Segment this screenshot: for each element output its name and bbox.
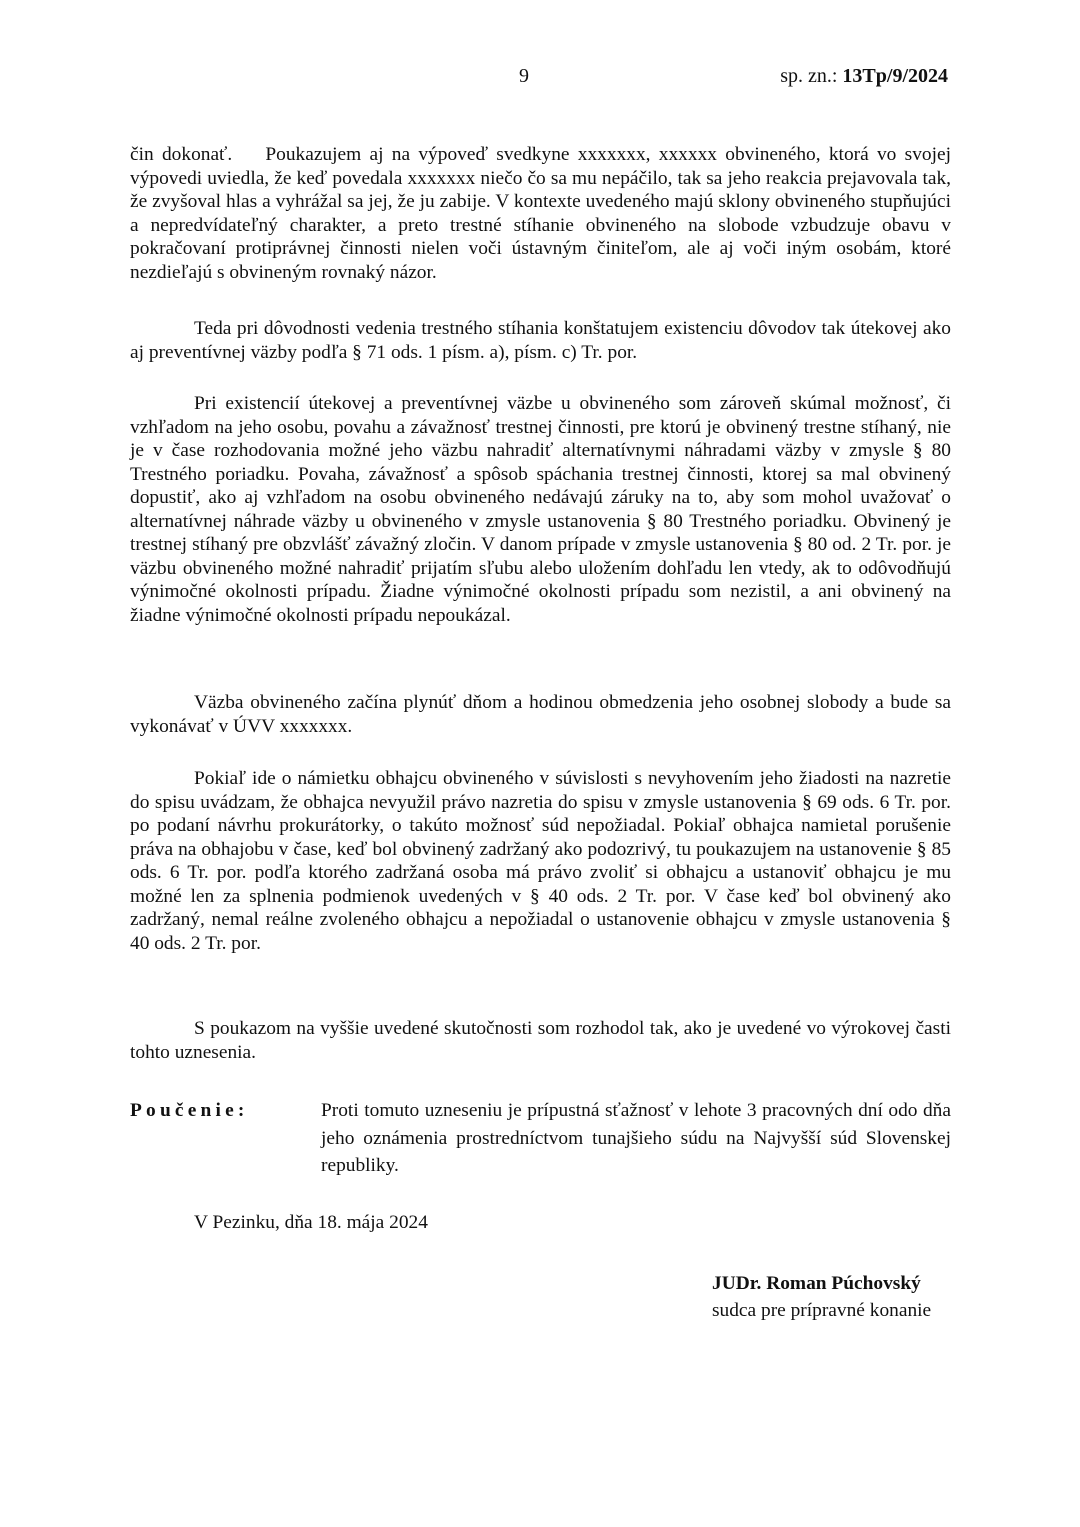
page-number: 9 bbox=[519, 65, 529, 87]
case-reference-number: 13Tp/9/2024 bbox=[842, 65, 948, 87]
paragraph-defense-objection: Pokiaľ ide o námietku obhajcu obvineného v súvislosti s nevyhovením jeho žiadosti na nazretie do spisu uvádzam, že obhajca nevyužil právo nazretia do spisu v zmysle ustanovenia § 69 ods. 6 Tr. por. po podaní návrhu prokurátorky, o takúto možnosť súd nepožiadal. Pokiaľ obhajca namietal porušenie práva na obhajobu v čase, keď bol obvinený zadržaný ako podozrivý, tu poukazujem na ustanovenie § 85 ods. 6 Tr. por. podľa ktorého zadržaná osoba má právo zvoliť si obhajcu a ustanoviť obhajcu je mu možné len za splnenia podmienok uvedených v § 40 ods. 2 Tr. por. V čase keď bol obvinený ako zadržaný, nemal reálne zvoleného obhajcu a nepožiadal o ustanovenie obhajcu v zmysle ustanovenia § 40 ods. 2 Tr. por. bbox=[130, 768, 951, 954]
paragraph-conclusion: S poukazom na vyššie uvedené skutočnosti som rozhodol tak, ako je uvedené vo výrokovej časti tohto uznesenia. bbox=[130, 1018, 951, 1063]
judge-name: JUDr. Roman Púchovský bbox=[712, 1273, 921, 1294]
signature-block bbox=[712, 1270, 931, 1324]
legal-instruction-text: Proti tomuto uzneseniu je prípustná sťažnosť v lehote 3 pracovných dní odo dňa jeho oznámenia prostredníctvom tunajšieho súdu na Najvyšší súd Slovenskej republiky. bbox=[321, 1100, 951, 1176]
paragraph-custody-grounds: Teda pri dôvodnosti vedenia trestného stíhania konštatujem existenciu dôvodov tak útekovej ako aj preventívnej väzby podľa § 71 ods. 1 písm. a), písm. c) Tr. por. bbox=[130, 318, 951, 363]
case-reference bbox=[780, 64, 948, 88]
legal-instruction-label: Poučenie: bbox=[130, 1100, 249, 1121]
paragraph-custody-start: Väzba obvineného začína plynúť dňom a hodinou obmedzenia jeho osobnej slobody a bude sa vykonávať v ÚVV xxxxxxx. bbox=[130, 692, 951, 737]
judge-role: sudca pre prípravné konanie bbox=[712, 1300, 932, 1321]
paragraph-alternative-measures: Pri existencií útekovej a preventívnej väzbe u obvineného som zároveň skúmal možnosť, či vzhľadom na jeho osobu, povahu a závažnosť trestnej činnosti, pre ktorú je obvinený trestne stíhaný, nie je v čase rozhodovania možné jeho väzbu nahradiť alternatívnymi náhradami väzby v zmysle § 80 Trestného poriadku. Povaha, závažnosť a spôsob spáchania trestnej činnosti, ktorej sa mal obvinený dopustiť, ako aj vzhľadom na osobu obvineného nedávajú záruky na to, aby som mohol uvažovať o alternatívnej náhrade väzby u obvineného v zmysle ustanovenia § 80 Trestného poriadku. Obvinený je trestnej stíhaný pre obzvlášť závažný zločin. V danom prípade v zmysle ustanovenia § 80 od. 2 Tr. por. je väzbu obvineného možné nahradiť prijatím sľubu alebo uložením dohľadu len vtedy, ak to odôvodňujú výnimočné okolnosti prípadu. Žiadne výnimočné okolnosti prípadu som nezistil, a ani obvinený na žiadne výnimočné okolnosti prípadu nepoukázal. bbox=[130, 393, 951, 626]
place-and-date: V Pezinku, dňa 18. mája 2024 bbox=[194, 1212, 428, 1233]
case-reference-prefix: sp. zn.: bbox=[780, 65, 838, 87]
paragraph-threat-context: čin dokonať. Poukazujem aj na výpoveď svedkyne xxxxxxx, xxxxxx obvineného, ktorá vo svojej výpovedi uviedla, že keď povedala xxxxxxx niečo čo sa mu nepáčilo, tak sa jeho reakcia prejavovala tak, že zvyšoval hlas a vyhrážal sa jej, že ju zabije. V kontexte uvedeného majú sklony obvineného stupňujúci a nepredvídateľný charakter, a preto trestné stíhanie obvineného na slobode vzbudzuje obavu v pokračovaní protiprávnej činnosti nielen voči ústavným činiteľom, ale aj voči iným osobám, ktoré nezdieľajú s obvineným rovnaký názor. bbox=[130, 144, 956, 283]
